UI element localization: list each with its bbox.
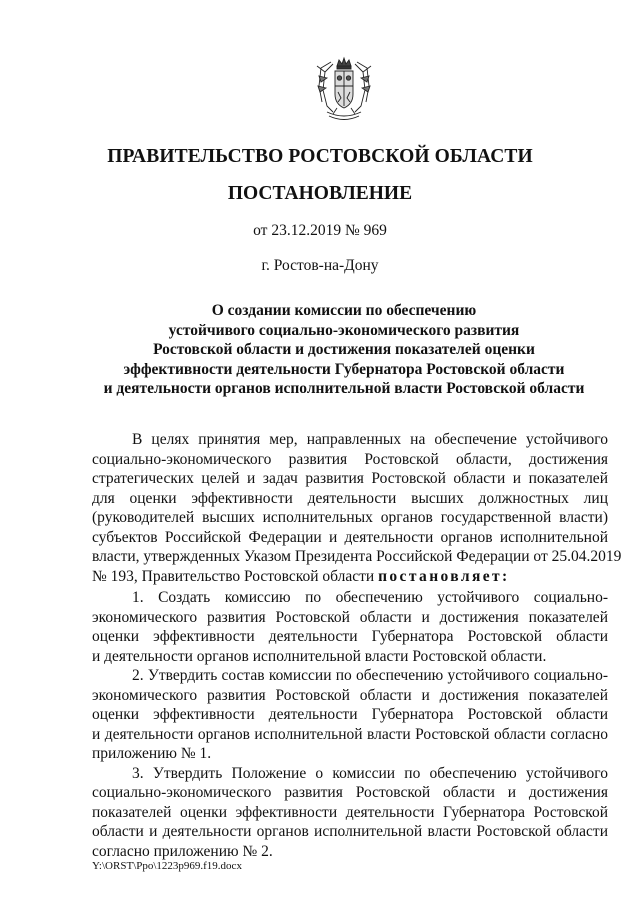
preamble-paragraph <box>92 430 622 586</box>
paragraph-line: (руководителей высших исполнительных органов государственной власти) <box>92 509 608 526</box>
document-type: ПОСТАНОВЛЕНИЕ <box>227 183 413 204</box>
subject-line: и деятельности органов исполнительной власти Ростовской области <box>103 380 585 397</box>
item-1-line: и деятельности органов исполнительной власти Ростовской области. <box>92 647 547 665</box>
paragraph-line: субъектов Российской Федерации и деятельности органов исполнительной <box>92 528 608 546</box>
subject-line: эффективности деятельности Губернатора Ростовской области <box>123 360 565 378</box>
decree-items <box>92 588 608 861</box>
item-1-line: 1. Создать комиссию по обеспечению устойчивого социально- <box>132 589 608 606</box>
item-3-line: показателей оценки эффективности деятельности Губернатора Ростовской <box>92 803 608 821</box>
item-2-line: и деятельности органов исполнительной власти Ростовской области согласно <box>92 725 608 743</box>
paragraph-line: для оценки эффективности деятельности высших должностных лиц <box>92 489 608 507</box>
paragraph-line: власти, утвержденных Указом Президента Российской Федерации от 25.04.2019 <box>92 548 622 565</box>
item-2-line: 2. Утвердить состав комиссии по обеспечению устойчивого социально- <box>132 667 608 684</box>
paragraph-line <box>92 567 608 587</box>
paragraph-line: стратегических целей и задач развития Ростовской области и показателей <box>92 470 608 487</box>
item-3-line: согласно приложению № 2. <box>92 842 273 860</box>
item-3-line: 3. Утвердить Положение о комиссии по обеспечению устойчивого <box>132 764 608 782</box>
item-1-line: экономического развития Ростовской области и достижения показателей <box>92 608 608 626</box>
paragraph-line: В целях принятия мер, направленных на обеспечение устойчивого <box>132 431 608 448</box>
coat-of-arms-icon <box>313 56 375 124</box>
government-title: ПРАВИТЕЛЬСТВО РОСТОВСКОЙ ОБЛАСТИ <box>107 146 533 167</box>
decree-word: постановляет: <box>378 567 510 585</box>
subject-line: устойчивого социально-экономического развития <box>168 321 520 339</box>
item-3-line: области и деятельности органов исполнительной власти Ростовской области <box>92 823 608 840</box>
item-2-line: оценки эффективности деятельности Губернатора Ростовской области <box>92 706 608 723</box>
item-2-line: приложению № 1. <box>92 745 212 762</box>
subject-line: Ростовской области и достижения показателей оценки <box>153 341 535 358</box>
decree-subject <box>96 301 592 399</box>
paragraph-line: социально-экономического развития Ростовской области, достижения <box>92 450 608 468</box>
item-3-line: социально-экономического развития Ростовской области и достижения <box>92 784 608 801</box>
document-place: г. Ростов-на-Дону <box>261 257 379 274</box>
document-date-number: от 23.12.2019 № 969 <box>253 222 387 239</box>
item-1-line: оценки эффективности деятельности Губернатора Ростовской области <box>92 628 608 645</box>
item-2-line: экономического развития Ростовской области и достижения показателей <box>92 686 608 704</box>
subject-line: О создании комиссии по обеспечению <box>211 302 477 319</box>
file-path-footer: Y:\ORST\Ppo\1223p969.f19.docx <box>92 860 242 872</box>
paragraph-text: № 193, Правительство Ростовской области <box>92 567 379 585</box>
